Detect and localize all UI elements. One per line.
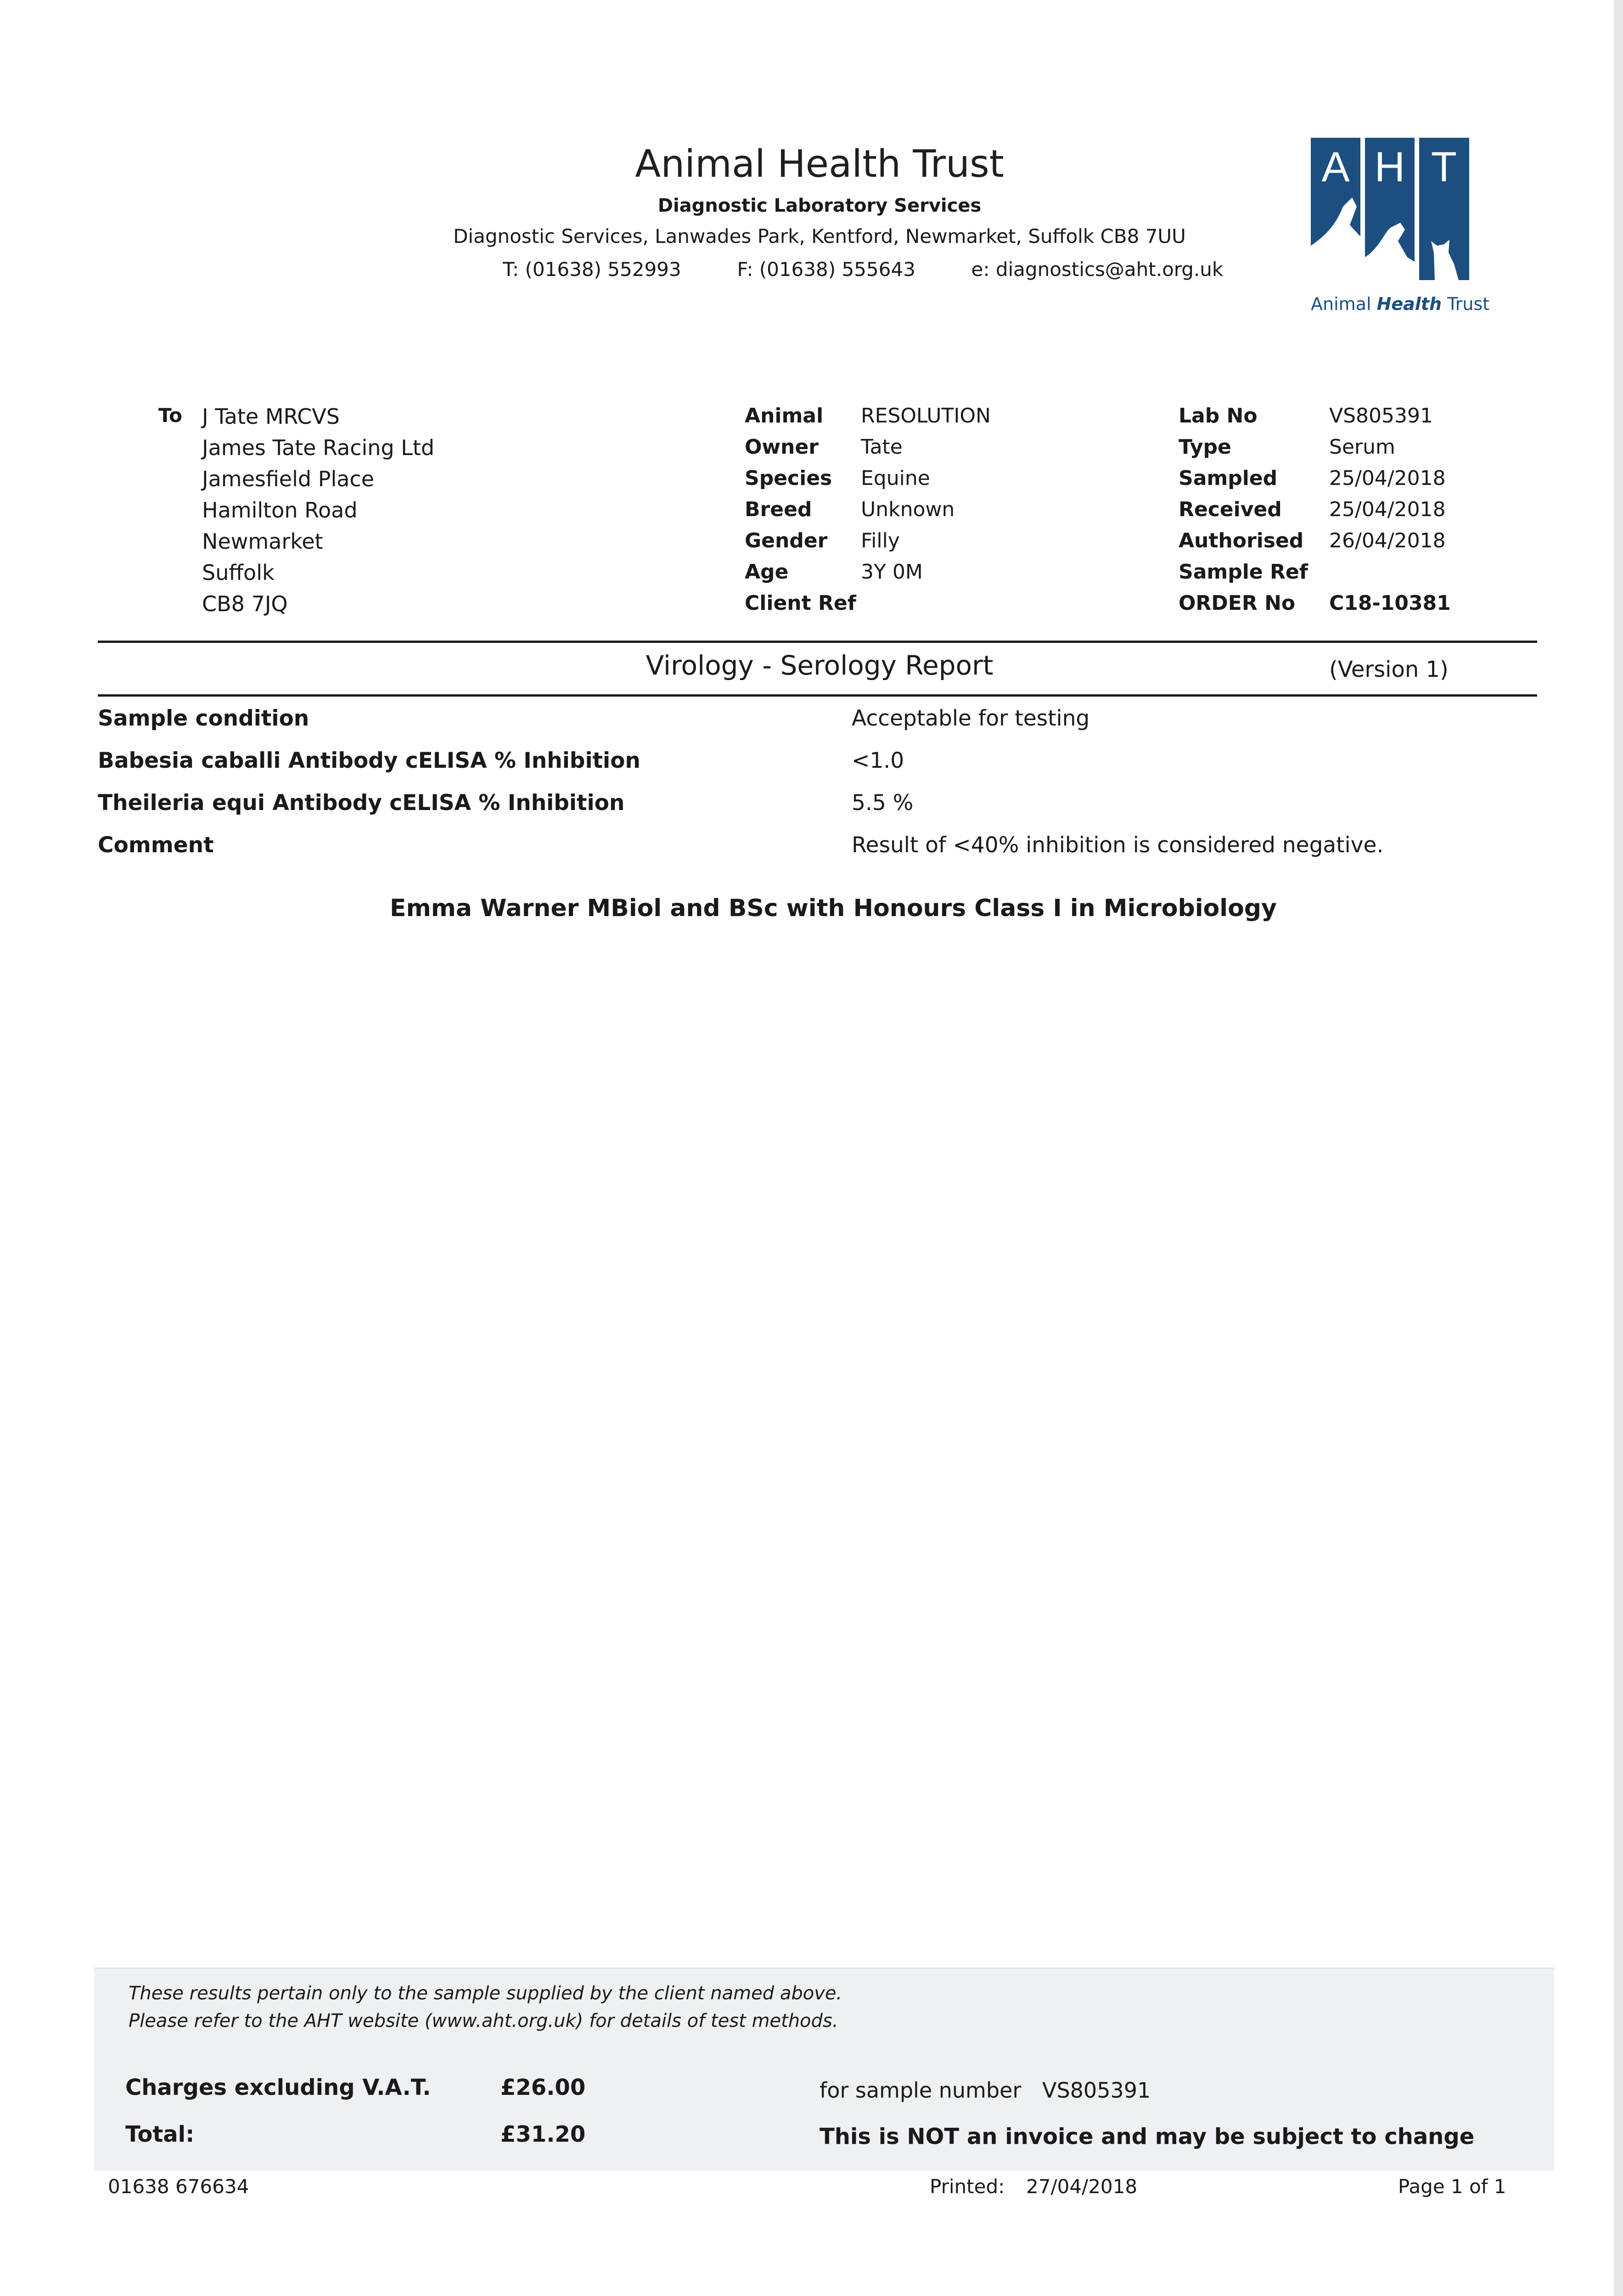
result-label: Sample condition bbox=[98, 706, 309, 731]
recipient-line: Jamesfield Place bbox=[202, 467, 375, 491]
org-name: Animal Health Trust bbox=[635, 142, 1004, 186]
invoice-note: This is NOT an invoice and may be subject to change bbox=[820, 2124, 1475, 2150]
report-title: Virology - Serology Report bbox=[646, 650, 994, 681]
recipient-line: Hamilton Road bbox=[202, 498, 358, 523]
sample-ref-label: Sample Ref bbox=[1179, 560, 1308, 584]
aht-logo bbox=[1311, 138, 1469, 280]
result-label: Babesia caballi Antibody cELISA % Inhibition bbox=[98, 748, 640, 773]
recipient-line: J Tate MRCVS bbox=[202, 404, 340, 429]
org-phone: T: (01638) 552993 bbox=[503, 258, 681, 281]
recipient-line: Newmarket bbox=[202, 529, 323, 554]
org-contact bbox=[503, 258, 1223, 281]
lab-no-label: Lab No bbox=[1179, 404, 1258, 428]
charges-label: Charges excluding V.A.T. bbox=[125, 2075, 431, 2100]
result-label: Theileria equi Antibody cELISA % Inhibition bbox=[98, 790, 625, 816]
received-label: Received bbox=[1179, 498, 1282, 521]
sample-number-label: for sample number bbox=[820, 2078, 1022, 2103]
logo-letter-h: H bbox=[1374, 144, 1405, 191]
logo-caption: Animal Health Trust bbox=[1311, 294, 1490, 314]
gender-value: Filly bbox=[861, 529, 900, 552]
sampled-label: Sampled bbox=[1179, 467, 1278, 490]
owner-label: Owner bbox=[745, 435, 819, 459]
logo-letter-a: A bbox=[1321, 144, 1350, 191]
footer-phone: 01638 676634 bbox=[108, 2175, 249, 2198]
total-value: £31.20 bbox=[500, 2122, 586, 2147]
disclaimer-line: These results pertain only to the sample supplied by the client named above. bbox=[129, 1983, 842, 2004]
total-label: Total: bbox=[125, 2122, 195, 2147]
authorised-value: 26/04/2018 bbox=[1329, 529, 1446, 552]
client-ref-label: Client Ref bbox=[745, 591, 856, 615]
printed-date: 27/04/2018 bbox=[1026, 2175, 1138, 2198]
recipient-line: James Tate Racing Ltd bbox=[202, 435, 435, 460]
animal-value: RESOLUTION bbox=[861, 404, 991, 428]
charges-value: £26.00 bbox=[500, 2075, 586, 2100]
owner-value: Tate bbox=[861, 435, 903, 459]
org-email: e: diagnostics@aht.org.uk bbox=[971, 258, 1224, 281]
age-value: 3Y 0M bbox=[861, 560, 923, 584]
recipient-line: Suffolk bbox=[202, 560, 275, 585]
report-version: (Version 1) bbox=[1329, 657, 1449, 682]
age-label: Age bbox=[745, 560, 789, 584]
signoff: Emma Warner MBiol and BSc with Honours Class I in Microbiology bbox=[390, 895, 1277, 922]
lab-no-value: VS805391 bbox=[1329, 404, 1433, 428]
comment-value: Result of <40% inhibition is considered negative. bbox=[852, 833, 1384, 858]
to-label: To bbox=[158, 404, 182, 427]
sample-number: VS805391 bbox=[1042, 2078, 1151, 2103]
species-value: Equine bbox=[861, 467, 930, 490]
authorised-label: Authorised bbox=[1179, 529, 1304, 552]
logo-letter-t: T bbox=[1431, 144, 1457, 191]
page-number: Page 1 of 1 bbox=[1398, 2175, 1506, 2198]
sampled-value: 25/04/2018 bbox=[1329, 467, 1446, 490]
scan-edge bbox=[1614, 0, 1623, 2296]
org-fax: F: (01638) 555643 bbox=[737, 258, 915, 281]
type-label: Type bbox=[1179, 435, 1231, 459]
gender-label: Gender bbox=[745, 529, 828, 552]
result-value: 5.5 % bbox=[852, 790, 914, 816]
species-label: Species bbox=[745, 467, 832, 490]
breed-value: Unknown bbox=[861, 498, 955, 521]
result-value: <1.0 bbox=[852, 748, 904, 773]
org-address: Diagnostic Services, Lanwades Park, Kentford, Newmarket, Suffolk CB8 7UU bbox=[453, 225, 1186, 248]
animal-label: Animal bbox=[745, 404, 824, 428]
order-no-label: ORDER No bbox=[1179, 591, 1296, 615]
printed-label: Printed: bbox=[930, 2175, 1005, 2198]
recipient-line: CB8 7JQ bbox=[202, 591, 288, 616]
received-value: 25/04/2018 bbox=[1329, 498, 1446, 521]
divider-top bbox=[98, 641, 1537, 643]
breed-label: Breed bbox=[745, 498, 812, 521]
disclaimer-line: Please refer to the AHT website (www.aht.org.uk) for details of test methods. bbox=[129, 2010, 838, 2032]
comment-label: Comment bbox=[98, 833, 214, 858]
type-value: Serum bbox=[1329, 435, 1395, 459]
divider-bottom bbox=[98, 694, 1537, 697]
org-subtitle: Diagnostic Laboratory Services bbox=[657, 195, 982, 216]
result-value: Acceptable for testing bbox=[852, 706, 1090, 731]
order-no-value: C18-10381 bbox=[1329, 591, 1451, 615]
